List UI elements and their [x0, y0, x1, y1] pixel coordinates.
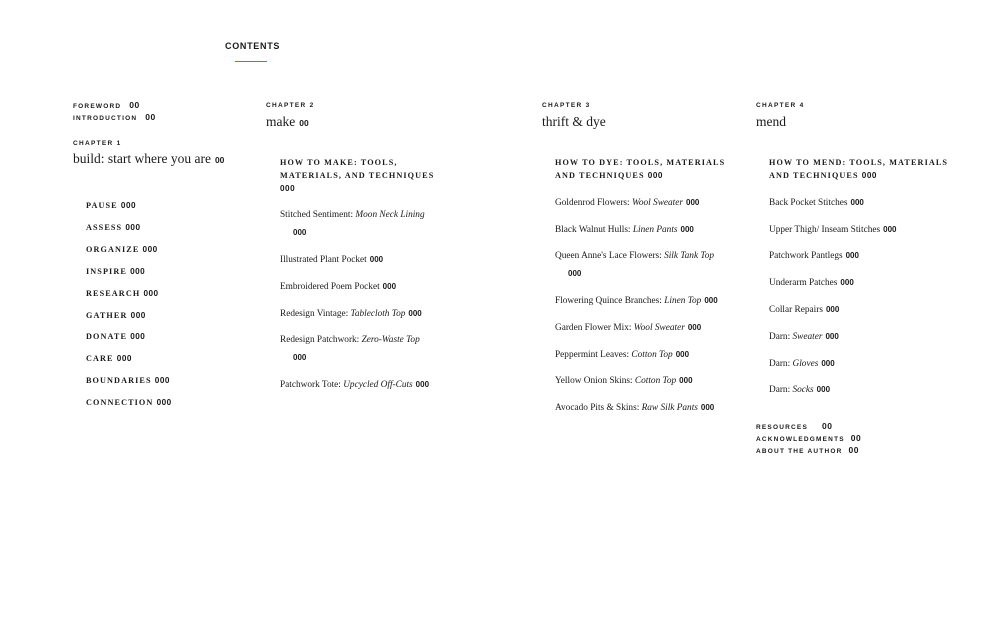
accent-rule [235, 61, 267, 62]
toc-entry-organize[interactable] [86, 239, 172, 261]
entry-page: 000 [369, 255, 384, 264]
chapter-page: 00 [214, 155, 225, 165]
toc-entry-collar-repairs[interactable] [769, 301, 839, 319]
intro-line: HOW TO MAKE: TOOLS, [280, 158, 398, 167]
entry-page: 000 [280, 184, 296, 193]
entry-text: Underarm Patches [769, 278, 838, 288]
entry-label: ACKNOWLEDGMENTS [756, 436, 845, 443]
toc-entry-assess[interactable] [86, 217, 172, 239]
entry-label: INTRODUCTION [73, 115, 138, 122]
entry-page: 000 [840, 278, 854, 287]
entry-page: 000 [825, 305, 840, 314]
toc-entry-pause[interactable] [86, 195, 172, 217]
toc-entry-goldenrod-flowers[interactable] [555, 194, 699, 212]
intro-text: AND TECHNIQUES [769, 171, 859, 180]
intro-line: MATERIALS, AND TECHNIQUES [280, 171, 435, 180]
entry-text: Upper Thigh/ Inseam Stitches [769, 225, 881, 235]
toc-entry-care[interactable] [86, 348, 172, 370]
chapter-1-title[interactable] [73, 151, 224, 167]
entry-page: 000 [850, 198, 864, 207]
chapter-title-text: mend [756, 114, 786, 129]
entry-label: BOUNDARIES [86, 376, 152, 386]
entry-text: Illustrated Plant Pocket [280, 255, 367, 265]
toc-entry-introduction[interactable] [73, 112, 156, 122]
entry-page: 000 [143, 288, 159, 298]
entry-page: 00 [821, 421, 833, 431]
entry-italic: Socks [792, 385, 814, 395]
entry-label: FOREWORD [73, 103, 122, 110]
entry-text: Patchwork Pantlegs [769, 251, 843, 261]
entry-italic: Linen Pants [632, 225, 678, 235]
entry-page: 000 [568, 269, 582, 278]
entry-page: 000 [382, 282, 397, 291]
entry-label: CONNECTION [86, 398, 154, 408]
chapter-1-list [86, 195, 172, 414]
toc-entry-foreword[interactable] [73, 100, 140, 110]
entry-text: Stitched Sentiment: [280, 210, 356, 220]
toc-entry-queen-annes-lace[interactable] [555, 247, 714, 283]
entry-text: Garden Flower Mix: [555, 323, 634, 333]
entry-page: 000 [704, 296, 718, 305]
entry-italic: Moon Neck Lining [355, 210, 425, 220]
entry-text: Flowering Quince Branches: [555, 296, 665, 306]
toc-entry-connection[interactable] [86, 392, 172, 414]
chapter-title-text: thrift & dye [542, 114, 606, 129]
toc-entry-back-pocket-stitches[interactable] [769, 194, 864, 212]
toc-entry-acknowledgments[interactable] [756, 433, 861, 443]
toc-entry-yellow-onion-skins[interactable] [555, 372, 693, 390]
entry-page: 000 [675, 350, 690, 359]
entry-italic: Wool Sweater [633, 323, 685, 333]
entry-page: 000 [825, 332, 839, 341]
entry-italic: Silk Tank Top [664, 251, 715, 261]
entry-text: Darn: [769, 332, 793, 342]
entry-italic: Wool Sweater [631, 198, 683, 208]
toc-entry-patchwork-tote[interactable] [280, 376, 429, 394]
entry-page: 00 [850, 433, 862, 443]
entry-italic: Zero-Waste Top [361, 335, 420, 345]
entry-text: Collar Repairs [769, 305, 823, 315]
toc-entry-gather[interactable] [86, 305, 172, 327]
entry-page: 000 [845, 251, 859, 260]
toc-entry-resources[interactable] [756, 421, 832, 431]
toc-entry-research[interactable] [86, 283, 172, 305]
entry-page: 000 [679, 376, 693, 385]
entry-page: 000 [125, 222, 141, 232]
chapter-3-title[interactable] [542, 114, 606, 130]
toc-entry-darn-sweater[interactable] [769, 328, 839, 346]
chapter-1-label: CHAPTER 1 [73, 140, 122, 147]
chapter-2-label: CHAPTER 2 [266, 102, 315, 109]
chapter-title-text: build: start where you are [73, 151, 211, 166]
entry-text: Darn: [769, 385, 793, 395]
entry-page: 00 [145, 112, 156, 122]
entry-italic: Cotton Top [634, 376, 677, 386]
entry-page: 000 [120, 201, 137, 210]
entry-text: Yellow Onion Skins: [555, 376, 635, 386]
toc-entry-upper-thigh-inseam[interactable] [769, 221, 896, 239]
entry-page: 000 [142, 244, 158, 254]
chapter-4-title[interactable] [756, 114, 786, 130]
entry-italic: Raw Silk Pants [641, 403, 698, 413]
entry-label: PAUSE [86, 201, 118, 210]
entry-page: 000 [130, 310, 146, 320]
toc-entry-avocado-pits[interactable] [555, 399, 714, 417]
entry-page: 000 [686, 198, 700, 207]
toc-entry-how-to-make[interactable] [280, 156, 434, 195]
toc-entry-patchwork-pantlegs[interactable] [769, 247, 859, 265]
entry-text: Darn: [769, 359, 793, 369]
intro-line [555, 169, 725, 182]
entry-text: Queen Anne's Lace Flowers: [555, 251, 665, 261]
intro-text: AND TECHNIQUES [555, 171, 645, 180]
entry-page: 000 [861, 171, 877, 180]
entry-label: CARE [86, 354, 114, 364]
entry-page: 000 [130, 266, 146, 276]
toc-entry-redesign-vintage[interactable] [280, 305, 422, 323]
entry-italic: Tablecloth Top [350, 309, 406, 319]
entry-label: INSPIRE [86, 266, 127, 276]
toc-entry-redesign-patchwork[interactable] [280, 331, 420, 367]
entry-label: ABOUT THE AUTHOR [756, 448, 843, 455]
entry-page: 000 [687, 323, 702, 332]
entry-page: 000 [700, 403, 715, 412]
entry-text: Embroidered Poem Pocket [280, 282, 380, 292]
toc-entry-stitched-sentiment[interactable] [280, 206, 425, 242]
entry-page: 000 [680, 225, 694, 234]
entry-label: RESOURCES [756, 424, 808, 431]
toc-entry-embroidered-poem-pocket[interactable] [280, 278, 396, 296]
toc-entry-black-walnut-hulls[interactable] [555, 221, 694, 239]
entry-page: 00 [129, 100, 140, 110]
entry-page: 000 [154, 376, 170, 386]
entry-page: 000 [293, 228, 307, 237]
entry-label: GATHER [86, 310, 128, 320]
entry-page: 000 [130, 332, 146, 342]
entry-label: DONATE [86, 332, 128, 342]
entry-page: 000 [408, 309, 422, 318]
entry-italic: Cotton Top [631, 350, 673, 360]
intro-line: HOW TO MEND: TOOLS, MATERIALS [769, 158, 949, 167]
toc-entry-inspire[interactable] [86, 261, 172, 283]
entry-text: Patchwork Tote: [280, 380, 344, 390]
toc-entry-peppermint-leaves[interactable] [555, 346, 689, 364]
entry-text: Black Walnut Hulls: [555, 225, 633, 235]
entry-italic: Linen Top [664, 296, 702, 306]
toc-entry-darn-socks[interactable] [769, 381, 830, 399]
entry-label: RESEARCH [86, 288, 141, 298]
entry-page: 000 [821, 359, 835, 368]
entry-italic: Gloves [792, 359, 819, 369]
toc-entry-flowering-quince[interactable] [555, 292, 718, 310]
entry-italic: Upcycled Off-Cuts [343, 380, 413, 390]
entry-page: 000 [293, 353, 307, 362]
entry-page: 000 [883, 225, 897, 234]
intro-line: HOW TO DYE: TOOLS, MATERIALS [555, 158, 726, 167]
entry-page: 000 [415, 380, 430, 389]
entry-text: Goldenrod Flowers: [555, 198, 632, 208]
toc-entry-darn-gloves[interactable] [769, 355, 835, 373]
entry-page: 000 [156, 398, 172, 408]
entry-label: ORGANIZE [86, 244, 140, 254]
chapter-2-title[interactable] [266, 114, 309, 130]
intro-line [769, 169, 948, 182]
entry-text: Back Pocket Stitches [769, 198, 848, 208]
toc-entry-how-to-dye[interactable] [555, 156, 725, 182]
entry-text: Peppermint Leaves: [555, 350, 632, 360]
chapter-page: 00 [299, 118, 309, 128]
entry-page: 000 [647, 171, 663, 180]
toc-entry-illustrated-plant-pocket[interactable] [280, 251, 383, 269]
toc-entry-about-the-author[interactable] [756, 445, 859, 455]
entry-label: ASSESS [86, 222, 123, 232]
entry-text: Avocado Pits & Skins: [555, 403, 642, 413]
toc-entry-garden-flower-mix[interactable] [555, 319, 701, 337]
chapter-4-label: CHAPTER 4 [756, 102, 805, 109]
toc-entry-boundaries[interactable] [86, 370, 172, 392]
chapter-3-label: CHAPTER 3 [542, 102, 591, 109]
toc-entry-how-to-mend[interactable] [769, 156, 948, 182]
entry-page: 00 [848, 445, 859, 455]
entry-page: 000 [816, 385, 831, 394]
entry-text: Redesign Patchwork: [280, 335, 362, 345]
entry-page: 000 [116, 354, 132, 364]
toc-entry-underarm-patches[interactable] [769, 274, 854, 292]
contents-heading: CONTENTS [225, 41, 281, 51]
chapter-title-text: make [266, 114, 296, 129]
entry-italic: Sweater [792, 332, 823, 342]
entry-text: Redesign Vintage: [280, 309, 351, 319]
toc-entry-donate[interactable] [86, 326, 172, 348]
